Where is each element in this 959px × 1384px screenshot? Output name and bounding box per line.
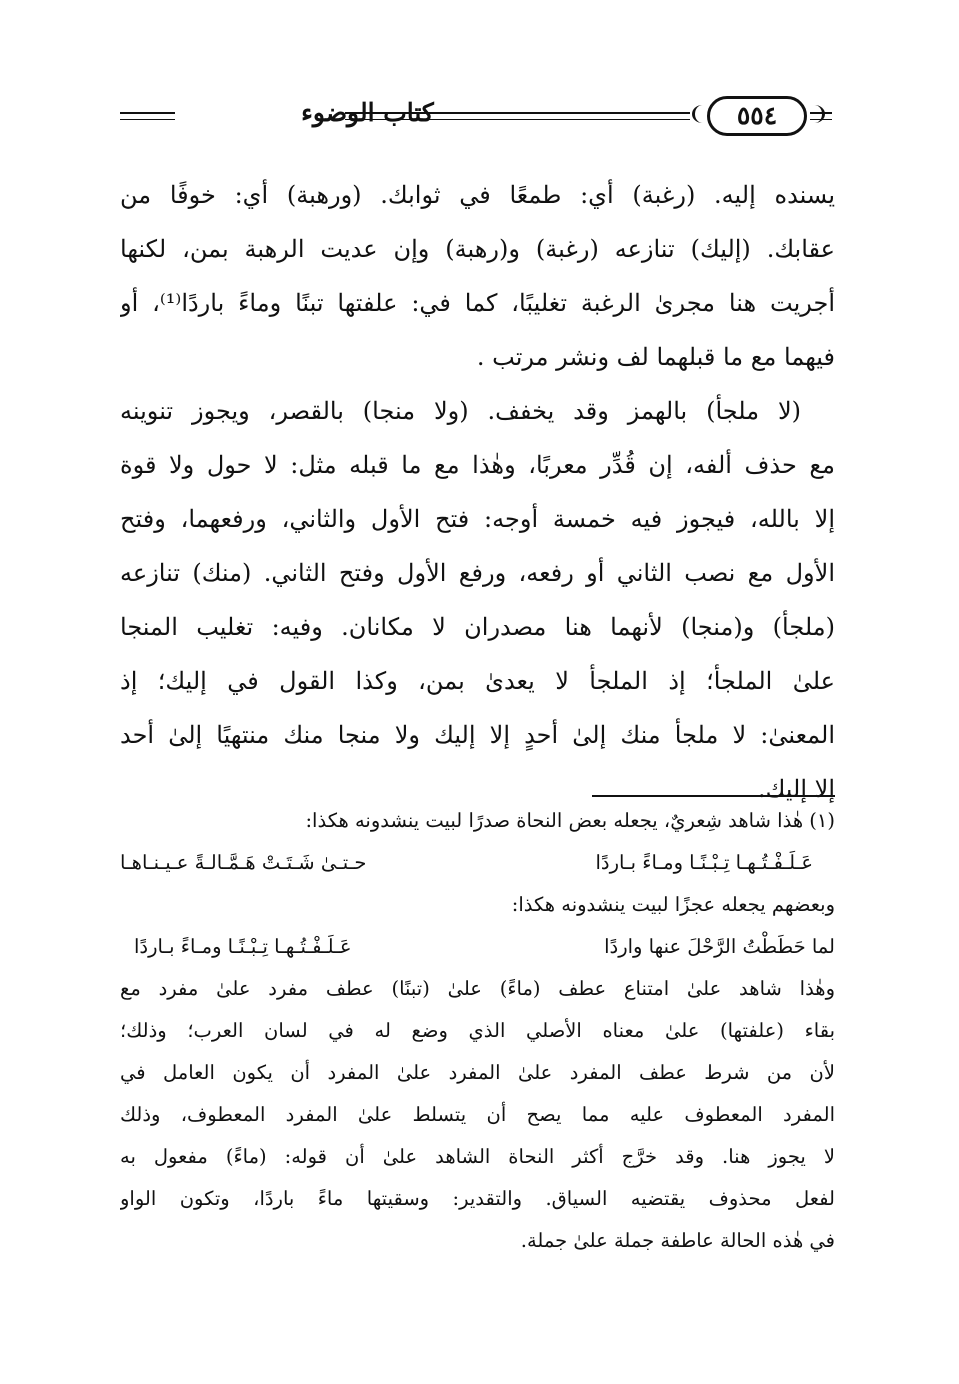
header-rule-left-2 (120, 119, 175, 120)
header-rule-right (810, 112, 832, 114)
verse-1-first-hemistich: عَـلَـفْـتُـهـا تِـبْـنًـا ومـاءً بـاردًا (595, 851, 813, 874)
text-line: (لا ملجأ) بالهمز وقد يخفف. (ولا منجا) بالقصر، ويجوز تنوينه (120, 397, 801, 425)
header-rule-right-2 (810, 119, 832, 120)
verse-1-second-hemistich: حـتـىٰ شَـتَـتْ هَـمَّـالـةً عـيـنـاهـا (120, 851, 367, 874)
text-line: علىٰ الملجأ؛ إذ الملجأ لا يعدىٰ بمن، وكذا القول في إليك؛ إذ (120, 667, 835, 695)
verse-2-first-hemistich: لما حَطَطْتُ الرَّحْلَ عنها واردًا (604, 935, 835, 958)
footnote-line: لأن من شرط عطف المفرد علىٰ المفرد علىٰ المفرد أن يكون العامل في (120, 1061, 835, 1084)
header-rule-middle (345, 112, 690, 114)
main-text (120, 168, 835, 816)
footnote-line: (١) هٰذا شاهد شِعريٌ، يجعله بعض النحاة صدرًا لبيت ينشدونه هكذا: (305, 809, 835, 832)
footnote-separator (592, 795, 835, 797)
footnote-line: في هٰذه الحالة عاطفة جملة علىٰ جملة. (520, 1229, 835, 1252)
footnote-line: بقاء (علفتها) علىٰ معناه الأصلي الذي وضع له في لسان العرب؛ وذلك؛ (120, 1019, 835, 1042)
verse-1 (120, 842, 835, 884)
footnotes (120, 800, 835, 1262)
verse-2-second-hemistich: عَـلَـفْـتُـهـا تِـبْـنًـا ومـاءً بـاردًا (134, 935, 352, 958)
text-line: إلا بالله، فيجوز فيه خمسة أوجه: فتح الأول والثاني، ورفعهما، وفتح (120, 505, 835, 533)
text-line: مع حذف ألفه، إن قُدِّر معربًا، وهٰذا مع ما قبله مثل: لا حول ولا قوة (120, 451, 835, 479)
header-rule-left (120, 112, 175, 114)
text-line: فيهما مع ما قبلهما لف ونشر مرتب . (476, 343, 835, 371)
verse-2 (120, 926, 835, 968)
footnote-line: لا يجوز هنا. وقد خرَّج أكثر النحاة الشاهد علىٰ أن قوله: (ماءً) مفعول به (120, 1145, 835, 1168)
footnote-line: وهٰذا شاهد علىٰ امتناع عطف (ماءً) علىٰ (تبنًا) عطف مفرد علىٰ مفرد مع (120, 977, 835, 1000)
header-rule-middle-2 (345, 119, 690, 120)
page-number: ٥٥٤ (707, 96, 807, 136)
text-line: المعنىٰ: لا ملجأ منك إلىٰ أحدٍ إلا إليك ولا منجا منك منتهيًا إلىٰ أحد (120, 721, 835, 749)
text-line: الأول مع نصب الثاني أو رفعه، ورفع الأول وفتح الثاني. (منك) تنازعه (120, 559, 835, 587)
text-line: يسنده إليه. (رغبة) أي: طمعًا في ثوابك. (ورهبة) أي: خوفًا من (120, 181, 835, 209)
page-number-ornament-right (804, 105, 825, 123)
footnote-line: لفعل محذوف يقتضيه السياق. والتقدير: وسقيتها ماءً باردًا، وتكون الواو (120, 1187, 835, 1210)
text-line: إلا إليك. (757, 775, 835, 803)
text-line: (ملجأ) و(منجا) لأنهما هنا مصدران لا مكانان. وفيه: تغليب المنجا (120, 613, 835, 641)
text-line: عقابك. (إليك) تنازعه (رغبة) و(رهبة) وإن عديت الرهبة بمن، لكنها (120, 235, 835, 263)
page-header (120, 92, 832, 148)
book-title: كتاب الوضوء (301, 98, 434, 127)
text-line: أجريت هنا مجرىٰ الرغبة تغليبًا، كما في: علفتها تبنًا وماءً باردًا⁽¹⁾، أو (120, 289, 835, 317)
footnote-line: وبعضهم يجعله عجزًا لبيت ينشدونه هكذا: (511, 893, 835, 916)
footnote-line: المفرد المعطوف عليه مما يصح أن يتسلط علىٰ المفرد المعطوف، وذلك (120, 1103, 835, 1126)
